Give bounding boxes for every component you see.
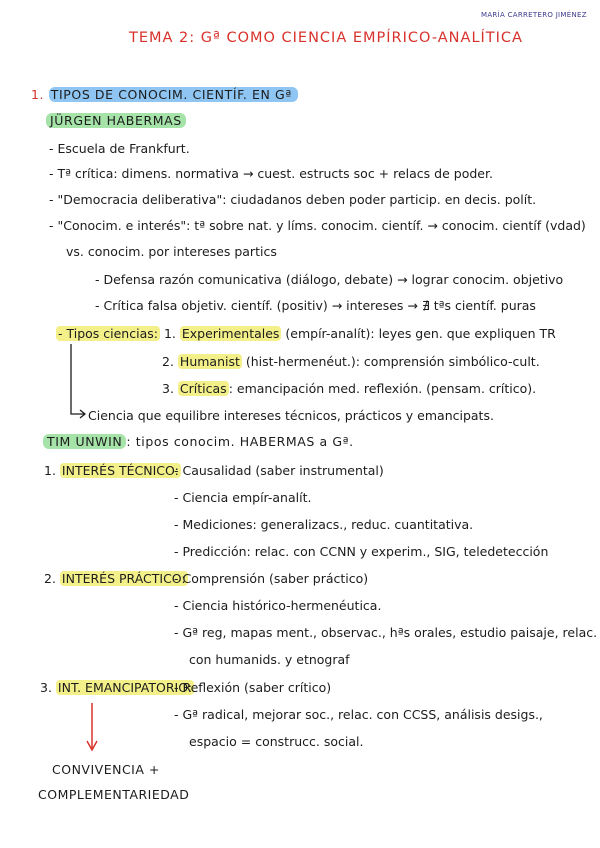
interest-1-line-1: - Causalidad (saber instrumental) (174, 463, 384, 478)
tipo-1-term: Experimentales (181, 326, 280, 341)
habermas-item-1: - Escuela de Frankfurt. (49, 141, 190, 156)
habermas-item-4-continuation: vs. conocim. por intereses partics (66, 244, 277, 259)
emancipatory-down-arrow (87, 703, 97, 750)
outcome-line-1: CONVIVENCIA + (52, 762, 160, 777)
tipo-2-desc: (hist-hermenéut.): comprensión simbólico-cult. (241, 354, 540, 369)
habermas-name: JÜRGEN HABERMAS (46, 113, 186, 128)
unwin-desc: : tipos conocim. HABERMAS a Gª. (126, 434, 354, 449)
interest-1-label: INTERÉS TÉCNICO: (61, 463, 179, 478)
interest-2-label: INTERÉS PRÁCTICO: (61, 571, 186, 586)
habermas-item-4: - "Conocim. e interés": tª sobre nat. y líms. conocim. científ. → conocim. científ (vdad) (49, 218, 586, 233)
unwin-name: TIM UNWIN (43, 434, 126, 449)
tipo-1-desc: (empír-analít): leyes gen. que expliquen TR (281, 326, 556, 341)
habermas-subitem-2: - Crítica falsa objetiv. científ. (positiv) → intereses → ∄ tªs científ. puras (95, 298, 536, 313)
section-1-number: 1. (31, 87, 45, 102)
tipos-ciencias-label: - Tipos ciencias: (58, 326, 158, 341)
outcome-line-2: COMPLEMENTARIEDAD (38, 787, 190, 802)
tipo-3-desc: : emancipación med. reflexión. (pensam. crítico). (228, 381, 537, 396)
interest-2-line-2: - Ciencia histórico-hermenéutica. (174, 598, 382, 613)
tipos-arrow (71, 344, 85, 418)
page-title: TEMA 2: Gª COMO CIENCIA EMPÍRICO-ANALÍTICA (129, 30, 523, 46)
interest-1-line-3: - Mediciones: generalizacs., reduc. cuantitativa. (174, 517, 474, 532)
tipo-3-number: 3. (162, 381, 174, 396)
author-name: MARÍA CARRETERO JIMÉNEZ (481, 11, 587, 19)
conclusion-line: Ciencia que equilibre intereses técnicos, prácticos y emancipats. (88, 408, 494, 423)
interest-3-line-1: - Reflexión (saber crítico) (174, 680, 332, 695)
interest-3-label: INT. EMANCIPATORIO: (57, 680, 193, 695)
interest-3-line-3: espacio = construcc. social. (189, 734, 364, 749)
tipo-2-term: Humanist (179, 354, 240, 369)
habermas-subitem-1: - Defensa razón comunicativa (diálogo, debate) → lograr conocim. objetivo (95, 272, 564, 287)
interest-3-line-2: - Gª radical, mejorar soc., relac. con CCSS, análisis desigs., (174, 707, 543, 722)
interest-1-number: 1. (44, 463, 56, 478)
interest-2-line-1: - Comprensión (saber práctico) (174, 571, 369, 586)
interest-2-line-4: con humanids. y etnograf (189, 652, 350, 667)
interest-1-line-4: - Predicción: relac. con CCNN y experim., SIG, teledetección (174, 544, 549, 559)
tipo-3-term: Críticas (179, 381, 227, 396)
interest-2-line-3: - Gª reg, mapas ment., observac., hªs orales, estudio paisaje, relac. (174, 625, 598, 640)
habermas-item-2: - Tª crítica: dimens. normativa → cuest. estructs soc + relacs de poder. (49, 166, 493, 181)
interest-2-number: 2. (44, 571, 56, 586)
interest-1-line-2: - Ciencia empír-analít. (174, 490, 312, 505)
section-1-title: TIPOS DE CONOCIM. CIENTÍF. EN Gª (49, 87, 298, 102)
interest-3-number: 3. (40, 680, 52, 695)
tipo-2-number: 2. (162, 354, 174, 369)
habermas-item-3: - "Democracia deliberativa": ciudadanos deben poder particip. en decis. polít. (49, 192, 537, 207)
tipo-1-number: 1. (163, 326, 176, 341)
